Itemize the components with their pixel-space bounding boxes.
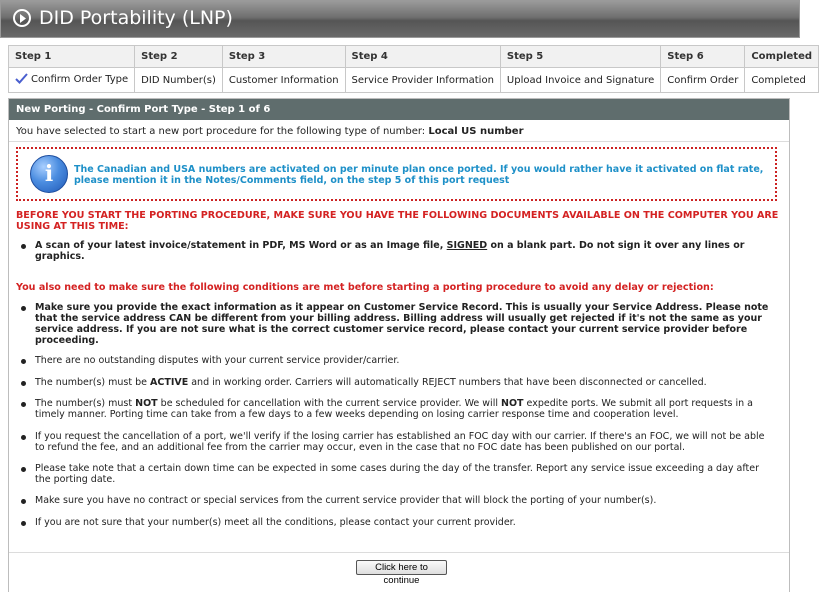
- condition-text: If you request the cancellation of a port, we'll verify if the losing carrier has established an FOC day with our carrier. If there's an FOC, we will not be able to refund the fee, and an additional fee from the carrier may occur, even in the case that no FOC date has been published on our portal.: [35, 431, 765, 453]
- step-2-label: Step 2: [135, 46, 223, 68]
- condition-item: [35, 463, 775, 485]
- panel-title: New Porting - Confirm Port Type - Step 1 of 6: [9, 99, 789, 120]
- condition-text: If you are not sure that your number(s) meet all the conditions, please contact your current provider.: [35, 517, 516, 528]
- header-bar: [0, 0, 800, 38]
- steps-table: [8, 45, 819, 93]
- bullet: [21, 359, 26, 364]
- document-item-text-a: A scan of your latest invoice/statement in PDF, MS Word or as an Image file,: [35, 240, 447, 251]
- intro-text: [16, 126, 524, 137]
- document-item: [35, 240, 775, 262]
- bullet: [21, 244, 26, 249]
- bullet: [21, 381, 26, 386]
- condition-item: [35, 302, 775, 346]
- step-completed-value: Completed: [745, 68, 819, 93]
- condition-emphasis: NOT: [135, 398, 158, 409]
- divider: [9, 141, 789, 142]
- step-1-value: [9, 68, 135, 93]
- condition-text: expedite ports. We submit all port requests in a timely manner. Porting time can take from a few days to a few weeks depending on losing carrier response time and cooperation level.: [35, 398, 753, 420]
- bullet: [21, 467, 26, 472]
- condition-item: [35, 431, 775, 453]
- condition-text: Make sure you provide the exact information as it appear on Customer Service Record. This is usually your Service Address. Please note that the service address CAN be different from your billing address. Billing address will usually get rejected if it's not the same as your service address. If you are not sure what is the correct customer service record, please contact your current service provider before proceeding.: [35, 302, 769, 346]
- arrow-right-circle-icon: [13, 9, 31, 27]
- step-3-label: Step 3: [222, 46, 345, 68]
- step-1-text: Confirm Order Type: [31, 74, 129, 85]
- step-4-label: Step 4: [345, 46, 500, 68]
- bullet: [21, 306, 26, 311]
- intro-prefix: You have selected to start a new port procedure for the following type of number:: [16, 126, 429, 137]
- documents-warning: BEFORE YOU START THE PORTING PROCEDURE, MAKE SURE YOU HAVE THE FOLLOWING DOCUMENTS AVAILABLE ON THE COMPUTER YOU ARE USING AT THIS TIME:: [16, 210, 779, 232]
- condition-text: Please take note that a certain down time can be expected in some cases during the day of the transfer. Report any service issue exceeding a day after the porting date.: [35, 463, 760, 485]
- step-1-label: Step 1: [9, 46, 135, 68]
- step-5-value: Upload Invoice and Signature: [500, 68, 660, 93]
- info-box: [16, 147, 777, 201]
- step-6-value: Confirm Order: [661, 68, 745, 93]
- conditions-warning: You also need to make sure the following conditions are met before starting a porting procedure to avoid any delay or rejection:: [16, 282, 714, 293]
- divider: [9, 552, 789, 553]
- checkmark-icon: [15, 73, 28, 87]
- info-icon: i: [30, 155, 68, 193]
- condition-text: There are no outstanding disputes with your current service provider/carrier.: [35, 355, 400, 366]
- condition-text: be scheduled for cancellation with the current service provider. We will: [157, 398, 501, 409]
- step-6-label: Step 6: [661, 46, 745, 68]
- condition-item: [35, 495, 775, 506]
- step-2-value: DID Number(s): [135, 68, 223, 93]
- condition-item: [35, 355, 775, 366]
- step-completed-label: Completed: [745, 46, 819, 68]
- number-type: Local US number: [428, 126, 524, 137]
- continue-button[interactable]: Click here to continue: [356, 560, 447, 575]
- info-text: The Canadian and USA numbers are activated on per minute plan once ported. If you would rather have it activated on flat rate, please mention it in the Notes/Comments field, on the step 5 of this port request: [74, 164, 764, 186]
- condition-item: [35, 398, 775, 420]
- bullet: [21, 499, 26, 504]
- condition-emphasis: NOT: [501, 398, 524, 409]
- page-title: DID Portability (LNP): [39, 7, 233, 29]
- bullet: [21, 435, 26, 440]
- condition-item: [35, 517, 775, 528]
- condition-text: and in working order. Carriers will automatically REJECT numbers that have been disconnected or cancelled.: [188, 377, 707, 388]
- step-4-value: Service Provider Information: [345, 68, 500, 93]
- confirm-port-panel: [8, 98, 790, 592]
- condition-text: Make sure you have no contract or special services from the current service provider that will block the porting of your number(s).: [35, 495, 657, 506]
- step-3-value: Customer Information: [222, 68, 345, 93]
- signed-text: SIGNED: [446, 240, 488, 251]
- condition-text: The number(s) must: [35, 398, 136, 409]
- document-item-text-b: on a blank part. Do not sign it over any lines or graphics.: [35, 240, 745, 262]
- condition-item: [35, 377, 775, 388]
- bullet: [21, 521, 26, 526]
- condition-text: The number(s) must be: [35, 377, 151, 388]
- condition-emphasis: ACTIVE: [150, 377, 189, 388]
- bullet: [21, 402, 26, 407]
- step-5-label: Step 5: [500, 46, 660, 68]
